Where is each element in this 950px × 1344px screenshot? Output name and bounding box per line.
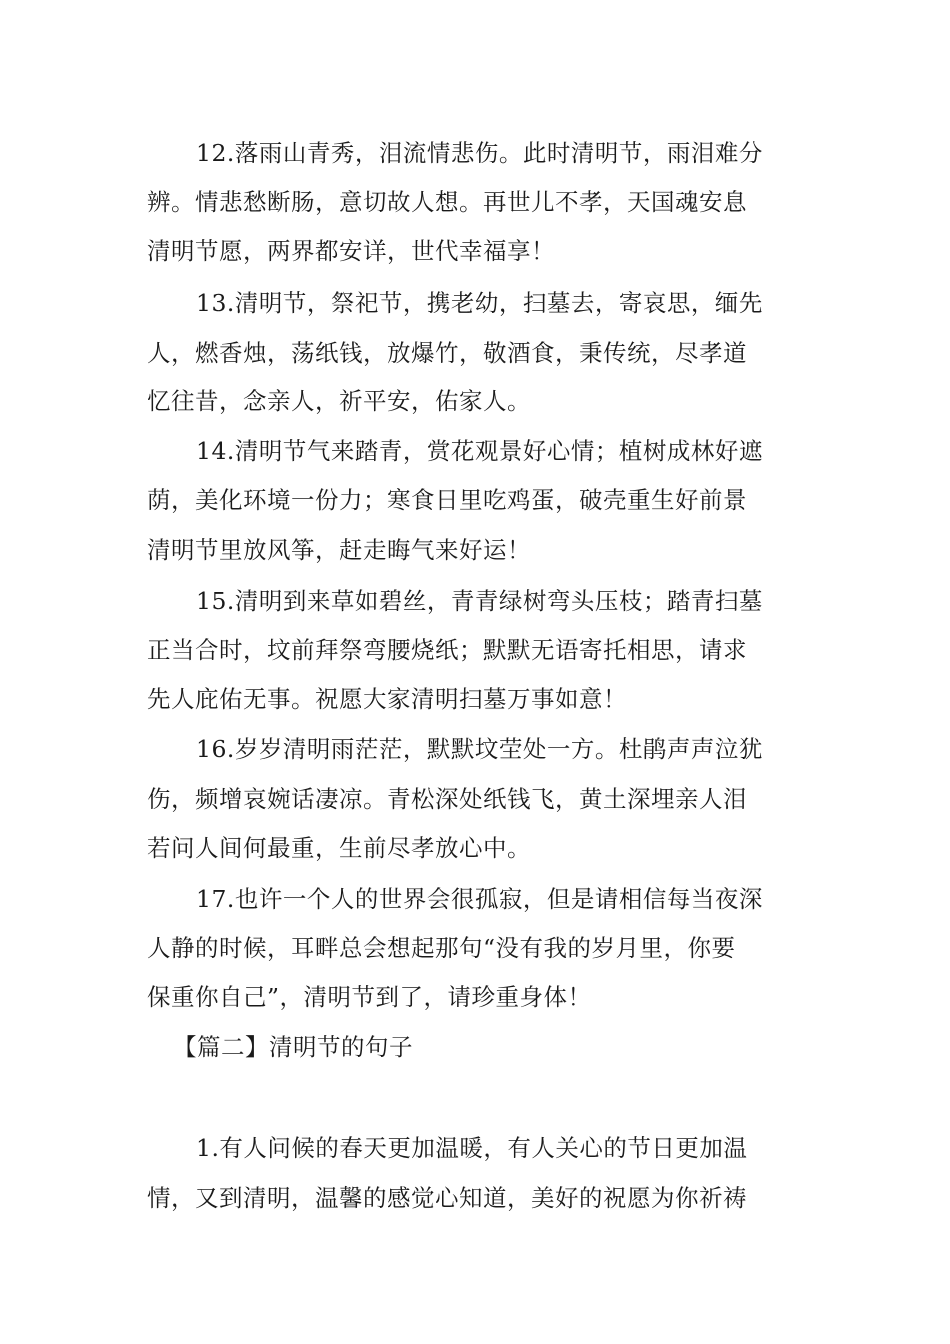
paragraph-12-line-1: 12.落雨山青秀，泪流情悲伤。此时清明节，雨泪难分 bbox=[196, 139, 763, 167]
paragraph-17-line-1: 17.也许一个人的世界会很孤寂，但是请相信每当夜深 bbox=[196, 885, 763, 913]
paragraph-14-line-1: 14.清明节气来踏青，赏花观景好心情；植树成林好遮 bbox=[196, 437, 763, 465]
paragraph-13-line-1: 13.清明节，祭祀节，携老幼，扫墓去，寄哀思，缅先 bbox=[196, 289, 763, 317]
section-paragraph-1-line-1: 1.有人问候的春天更加温暖，有人关心的节日更加温 bbox=[196, 1134, 748, 1162]
section-paragraph-1-line-2: 情，又到清明，温馨的感觉心知道，美好的祝愿为你祈祷 bbox=[147, 1184, 747, 1212]
paragraph-14-line-3: 清明节里放风筝，赶走晦气来好运！ bbox=[147, 536, 531, 564]
paragraph-15-line-2: 正当合时，坟前拜祭弯腰烧纸；默默无语寄托相思，请求 bbox=[147, 636, 747, 664]
paragraph-12-line-2: 辨。情悲愁断肠，意切故人想。再世儿不孝，天国魂安息 bbox=[147, 188, 747, 216]
paragraph-15-line-3: 先人庇佑无事。祝愿大家清明扫墓万事如意！ bbox=[147, 685, 627, 713]
paragraph-13-line-2: 人，燃香烛，荡纸钱，放爆竹，敬酒食，秉传统，尽孝道 bbox=[147, 339, 747, 367]
paragraph-16-line-3: 若问人间何最重，生前尽孝放心中。 bbox=[147, 834, 531, 862]
paragraph-13-line-3: 忆往昔，念亲人，祈平安，佑家人。 bbox=[147, 387, 531, 415]
paragraph-14-line-2: 荫，美化环境一份力；寒食日里吃鸡蛋，破壳重生好前景 bbox=[147, 486, 747, 514]
section-heading: 【篇二】清明节的句子 bbox=[173, 1033, 413, 1061]
paragraph-17-line-2: 人静的时候，耳畔总会想起那句“没有我的岁月里，你要 bbox=[147, 934, 736, 962]
paragraph-12-line-3: 清明节愿，两界都安详，世代幸福享！ bbox=[147, 237, 555, 265]
paragraph-16-line-1: 16.岁岁清明雨茫茫，默默坟茔处一方。杜鹃声声泣犹 bbox=[196, 735, 763, 763]
paragraph-17-line-3: 保重你自己”，清明节到了，请珍重身体！ bbox=[147, 983, 592, 1011]
paragraph-15-line-1: 15.清明到来草如碧丝，青青绿树弯头压枝；踏青扫墓 bbox=[196, 587, 763, 615]
paragraph-16-line-2: 伤，频增哀婉话凄凉。青松深处纸钱飞，黄土深埋亲人泪 bbox=[147, 785, 747, 813]
